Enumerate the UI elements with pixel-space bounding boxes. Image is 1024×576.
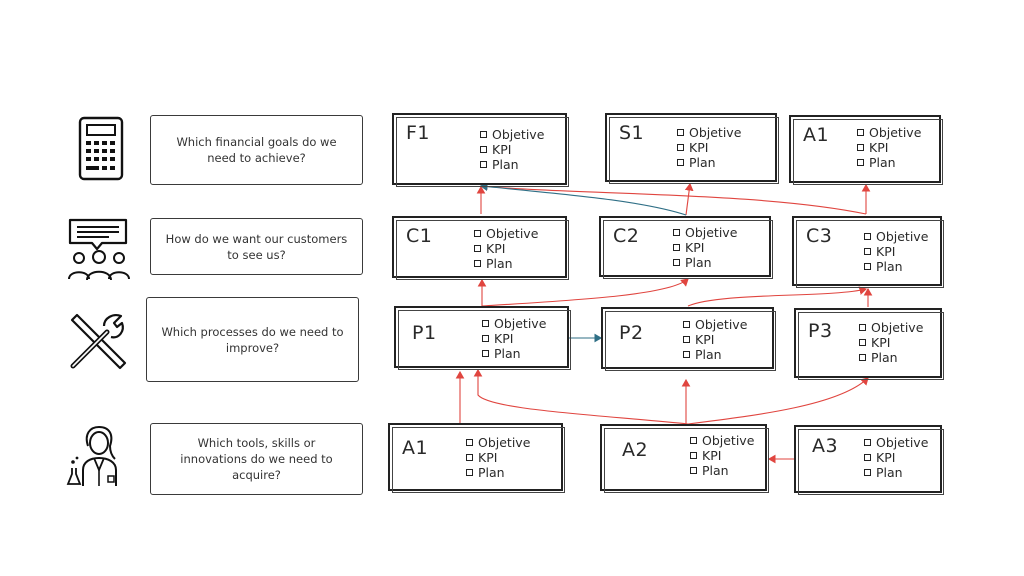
checkbox-icon: [864, 233, 871, 240]
arrow-c2-f1: [481, 186, 686, 215]
checkbox-icon: [857, 159, 864, 166]
node-checklist: [466, 435, 530, 480]
checkbox-icon: [673, 259, 680, 266]
checkbox-icon: [677, 129, 684, 136]
node-code: A2: [622, 439, 649, 461]
node-code: C3: [806, 225, 833, 247]
node-code: P2: [619, 322, 644, 344]
scientist-icon: [66, 424, 128, 488]
checklist-item: Plan: [474, 256, 538, 271]
arrow-p2-c3: [688, 289, 866, 306]
node-code: A3: [812, 435, 839, 457]
checkbox-icon: [677, 159, 684, 166]
checklist-item: Objetive: [677, 125, 741, 140]
checklist-item: KPI: [673, 240, 737, 255]
checkbox-icon: [690, 452, 697, 459]
checkbox-icon: [480, 146, 487, 153]
arrow-a2-p3: [688, 378, 868, 424]
checkbox-icon: [677, 144, 684, 151]
checklist-item: KPI: [677, 140, 741, 155]
checkbox-icon: [474, 245, 481, 252]
node-code: C2: [613, 225, 640, 247]
checkbox-icon: [857, 129, 864, 136]
checklist-item: Plan: [859, 350, 923, 365]
node-code: S1: [619, 122, 645, 144]
checkbox-icon: [864, 469, 871, 476]
checklist-item: KPI: [482, 331, 546, 346]
checklist-item: Plan: [482, 346, 546, 361]
checklist-item: Objetive: [466, 435, 530, 450]
checklist-item: Plan: [677, 155, 741, 170]
node-checklist: [690, 433, 754, 478]
checkbox-icon: [474, 260, 481, 267]
checklist-item: KPI: [857, 140, 921, 155]
checklist-item: Objetive: [690, 433, 754, 448]
checklist-item: Objetive: [480, 127, 544, 142]
checkbox-icon: [673, 244, 680, 251]
node-checklist: [864, 435, 928, 480]
calculator-icon: [78, 116, 126, 182]
checklist-item: Plan: [857, 155, 921, 170]
checklist-item: KPI: [683, 332, 747, 347]
node-a1-top: [789, 115, 941, 183]
node-p2: [601, 307, 774, 369]
checklist-item: Objetive: [474, 226, 538, 241]
node-code: A1: [803, 124, 830, 146]
node-c3: [792, 216, 942, 286]
checkbox-icon: [466, 469, 473, 476]
checkbox-icon: [466, 439, 473, 446]
checkbox-icon: [859, 339, 866, 346]
checklist-item: Plan: [480, 157, 544, 172]
node-checklist: [474, 226, 538, 271]
node-c2: [599, 216, 771, 277]
node-a1: [388, 423, 563, 491]
node-f1: [392, 113, 567, 185]
tools-icon: [67, 310, 129, 372]
node-a2: [600, 424, 767, 491]
checklist-item: Plan: [864, 465, 928, 480]
checkbox-icon: [683, 321, 690, 328]
checkbox-icon: [859, 354, 866, 361]
checkbox-icon: [482, 350, 489, 357]
checklist-item: Objetive: [482, 316, 546, 331]
node-p1: [394, 306, 569, 368]
node-a3: [794, 425, 942, 493]
checklist-item: KPI: [859, 335, 923, 350]
checkbox-icon: [466, 454, 473, 461]
checklist-item: Objetive: [857, 125, 921, 140]
checklist-item: Plan: [864, 259, 928, 274]
node-s1: [605, 113, 777, 182]
node-checklist: [482, 316, 546, 361]
checkbox-icon: [857, 144, 864, 151]
checklist-item: Plan: [683, 347, 747, 362]
checklist-item: Plan: [690, 463, 754, 478]
checkbox-icon: [864, 248, 871, 255]
checklist-item: KPI: [480, 142, 544, 157]
checklist-item: Plan: [466, 465, 530, 480]
checkbox-icon: [480, 131, 487, 138]
node-checklist: [677, 125, 741, 170]
node-c1: [392, 216, 567, 278]
checklist-item: Plan: [673, 255, 737, 270]
checkbox-icon: [864, 454, 871, 461]
checkbox-icon: [480, 161, 487, 168]
checkbox-icon: [482, 320, 489, 327]
node-code: P3: [808, 320, 833, 342]
question-process: Which processes do we need to improve?: [146, 297, 359, 382]
question-financial: Which financial goals do we need to achieve?: [150, 115, 363, 185]
node-code: C1: [406, 225, 433, 247]
question-customer: How do we want our customers to see us?: [150, 218, 363, 275]
checkbox-icon: [482, 335, 489, 342]
checklist-item: KPI: [690, 448, 754, 463]
checklist-item: KPI: [474, 241, 538, 256]
checkbox-icon: [859, 324, 866, 331]
checklist-item: Objetive: [859, 320, 923, 335]
customer-feedback-icon: [66, 217, 132, 283]
node-code: A1: [402, 437, 429, 459]
checklist-item: Objetive: [864, 435, 928, 450]
node-checklist: [859, 320, 923, 365]
checkbox-icon: [690, 437, 697, 444]
checkbox-icon: [864, 439, 871, 446]
node-checklist: [864, 229, 928, 274]
node-checklist: [673, 225, 737, 270]
node-code: P1: [412, 322, 437, 344]
node-p3: [794, 308, 942, 378]
arrow-c2-s1: [686, 184, 690, 215]
checklist-item: KPI: [864, 244, 928, 259]
arrow-a2-p1: [478, 370, 688, 424]
checklist-item: Objetive: [683, 317, 747, 332]
question-learning: Which tools, skills or innovations do we need to acquire?: [150, 423, 363, 495]
checklist-item: KPI: [466, 450, 530, 465]
arrow-c3-f1: [481, 186, 866, 214]
checkbox-icon: [683, 336, 690, 343]
checklist-item: Objetive: [673, 225, 737, 240]
node-checklist: [683, 317, 747, 362]
node-checklist: [857, 125, 921, 170]
node-code: F1: [406, 122, 431, 144]
checklist-item: Objetive: [864, 229, 928, 244]
checklist-item: KPI: [864, 450, 928, 465]
arrow-p1-c2: [482, 279, 688, 306]
node-checklist: [480, 127, 544, 172]
checkbox-icon: [474, 230, 481, 237]
checkbox-icon: [864, 263, 871, 270]
checkbox-icon: [690, 467, 697, 474]
checkbox-icon: [683, 351, 690, 358]
checkbox-icon: [673, 229, 680, 236]
